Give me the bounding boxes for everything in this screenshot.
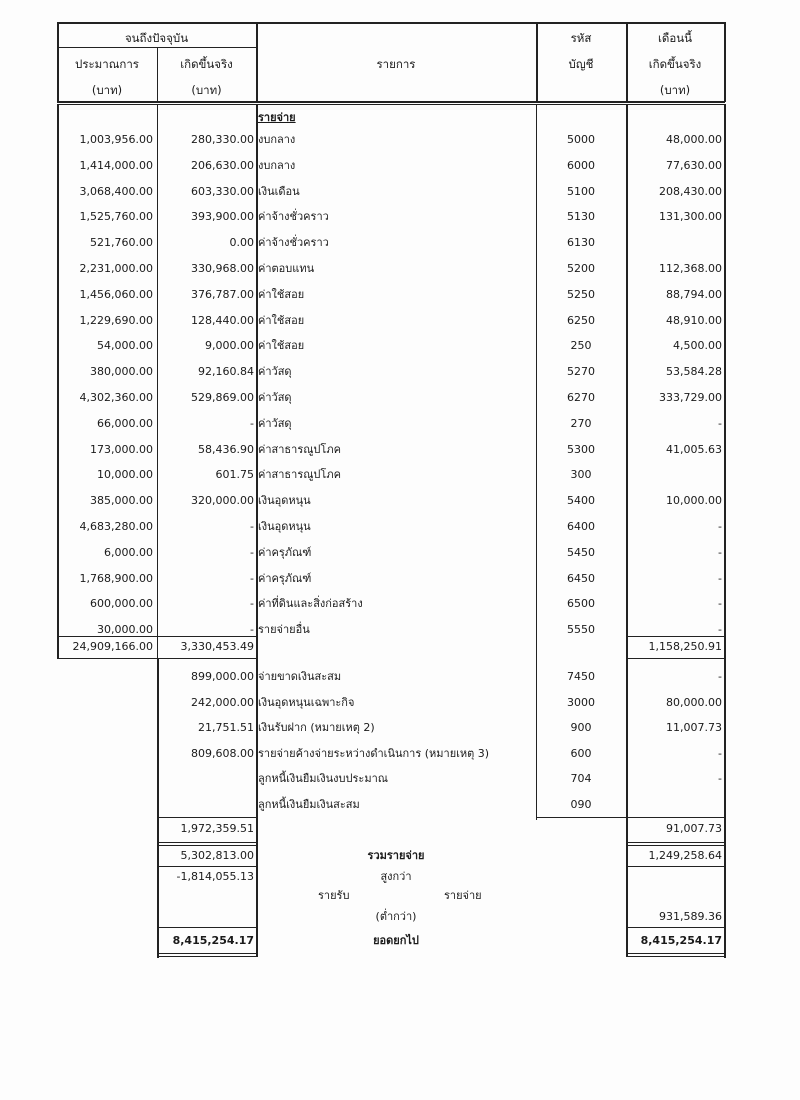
row-item: ค่าจ้างชั่วคราว bbox=[258, 236, 329, 250]
header-items: รายการ bbox=[376, 57, 416, 71]
other-row-actual: 21,751.51 bbox=[198, 721, 254, 734]
total-bottom-line bbox=[626, 866, 725, 867]
row-month: 48,910.00 bbox=[666, 313, 722, 327]
row-month: 10,000.00 bbox=[666, 494, 722, 508]
other-row-code: 600 bbox=[570, 746, 592, 760]
carry-right-border bbox=[724, 927, 726, 957]
header-left-border bbox=[57, 22, 59, 102]
total-top-line bbox=[626, 845, 725, 846]
other-subtotal-bottom-line bbox=[626, 842, 725, 843]
other-subtotal-top-line bbox=[157, 817, 257, 818]
carry-bottom-line-2 bbox=[626, 956, 725, 957]
row-code: 5550 bbox=[567, 623, 595, 637]
carry-bottom-line bbox=[157, 953, 257, 954]
row-month: - bbox=[718, 623, 722, 637]
subtotal-top-line bbox=[626, 636, 725, 637]
header-actual-month: เกิดขึ้นจริง bbox=[648, 57, 702, 71]
carry-month: 8,415,254.17 bbox=[640, 934, 722, 947]
row-code: 6130 bbox=[567, 236, 595, 250]
section-title: รายจ่าย bbox=[258, 111, 296, 124]
other-row-item: จ่ายขาดเงินสะสม bbox=[258, 670, 342, 683]
row-actual: 393,900.00 bbox=[191, 210, 254, 224]
row-month: 112,368.00 bbox=[659, 262, 722, 275]
subtotal-bottom-line bbox=[626, 658, 725, 659]
body-left-border bbox=[57, 104, 59, 658]
row-item: ค่าที่ดินและสิ่งก่อสร้าง bbox=[258, 597, 363, 611]
row-actual: 603,330.00 bbox=[191, 184, 254, 198]
row-month: 131,300.00 bbox=[659, 210, 722, 224]
row-estimate: 30,000.00 bbox=[97, 623, 153, 637]
row-month: 53,584.28 bbox=[666, 365, 722, 379]
row-code: 5130 bbox=[567, 210, 595, 224]
row-estimate: 521,760.00 bbox=[90, 236, 153, 250]
header-col-divider bbox=[256, 22, 258, 102]
row-item: เงินอุดหนุน bbox=[258, 494, 311, 508]
lower-col-divider bbox=[157, 658, 159, 958]
row-code: 5100 bbox=[567, 184, 595, 198]
row-month: - bbox=[718, 520, 722, 533]
row-estimate: 66,000.00 bbox=[97, 416, 153, 430]
row-item: ค่าสาธารณูปโภค bbox=[258, 468, 341, 482]
row-estimate: 10,000.00 bbox=[97, 468, 153, 482]
other-row-month: - bbox=[718, 746, 722, 760]
subtotal-estimate: 24,909,166.00 bbox=[72, 640, 153, 653]
total-month: 1,249,258.64 bbox=[648, 849, 722, 862]
row-actual: 280,330.00 bbox=[191, 133, 254, 146]
row-item: งบกลาง bbox=[258, 158, 296, 172]
row-estimate: 173,000.00 bbox=[90, 442, 153, 456]
other-row-item: ลูกหนี้เงินยืมเงินงบประมาณ bbox=[258, 772, 388, 785]
header-baht-actual: (บาท) bbox=[191, 83, 222, 97]
row-actual: - bbox=[250, 623, 254, 637]
row-item: ค่าใช้สอย bbox=[258, 339, 305, 353]
row-code: 5270 bbox=[567, 365, 595, 379]
other-row-month: - bbox=[718, 772, 722, 785]
row-actual: 9,000.00 bbox=[205, 339, 254, 353]
row-estimate: 600,000.00 bbox=[90, 597, 153, 611]
row-actual: 128,440.00 bbox=[191, 313, 254, 327]
row-month: 41,005.63 bbox=[666, 442, 722, 456]
row-code: 6450 bbox=[567, 571, 595, 585]
row-item: เงินอุดหนุน bbox=[258, 520, 311, 533]
body-col-divider bbox=[626, 104, 628, 820]
header-col-divider bbox=[626, 22, 628, 102]
header-code-line1: รหัส bbox=[570, 31, 592, 45]
other-row-item: ลูกหนี้เงินยืมเงินสะสม bbox=[258, 797, 360, 811]
subtotal-month: 1,158,250.91 bbox=[648, 640, 722, 653]
diff-actual: -1,814,055.13 bbox=[176, 870, 254, 883]
diff-bottom-line bbox=[626, 927, 725, 928]
row-code: 6270 bbox=[567, 391, 595, 404]
row-estimate: 4,302,360.00 bbox=[79, 391, 153, 404]
row-item: ค่าจ้างชั่วคราว bbox=[258, 210, 329, 224]
row-item: ค่าวัสดุ bbox=[258, 416, 292, 430]
row-item: ค่าครุภัณฑ์ bbox=[258, 545, 312, 559]
row-estimate: 1,414,000.00 bbox=[79, 158, 153, 172]
header-to-date: จนถึงปัจจุบัน bbox=[124, 31, 189, 45]
row-actual: - bbox=[250, 571, 254, 585]
row-month: 88,794.00 bbox=[666, 287, 722, 301]
row-actual: 0.00 bbox=[229, 236, 254, 250]
other-subtotal-bottom-line bbox=[157, 842, 257, 843]
header-code-line2: บัญชี bbox=[568, 57, 594, 71]
other-row-item: เงินรับฝาก (หมายเหตุ 2) bbox=[258, 721, 375, 734]
row-item: ค่าวัสดุ bbox=[258, 365, 292, 379]
header-baht-estimate: (บาท) bbox=[91, 83, 123, 97]
row-estimate: 1,456,060.00 bbox=[79, 287, 153, 301]
subtotal-top-line bbox=[57, 636, 257, 637]
row-actual: - bbox=[250, 520, 254, 533]
row-month: 48,000.00 bbox=[666, 133, 722, 146]
carry-actual: 8,415,254.17 bbox=[172, 934, 254, 947]
carry-col-divider bbox=[626, 820, 628, 957]
row-estimate: 1,003,956.00 bbox=[79, 133, 153, 146]
other-row-actual: 242,000.00 bbox=[191, 695, 254, 709]
row-item: ค่าใช้สอย bbox=[258, 287, 305, 301]
other-row-month: 80,000.00 bbox=[666, 695, 722, 709]
row-estimate: 4,683,280.00 bbox=[79, 520, 153, 533]
diff-bottom-line bbox=[157, 927, 257, 928]
header-baht-month: (บาท) bbox=[659, 83, 691, 97]
row-actual: - bbox=[250, 597, 254, 611]
row-item: รายจ่ายอื่น bbox=[258, 623, 310, 637]
row-month: - bbox=[718, 545, 722, 559]
other-row-code: 900 bbox=[570, 721, 592, 734]
row-item: ค่าครุภัณฑ์ bbox=[258, 571, 312, 585]
other-row-actual: 899,000.00 bbox=[191, 670, 254, 683]
body-right-border bbox=[724, 104, 726, 658]
row-item: งบกลาง bbox=[258, 133, 296, 146]
row-actual: 58,436.90 bbox=[198, 442, 254, 456]
header-estimate: ประมาณการ bbox=[75, 57, 139, 71]
row-code: 5000 bbox=[567, 133, 595, 146]
row-month: 77,630.00 bbox=[666, 158, 722, 172]
header-right-border bbox=[724, 22, 726, 102]
row-actual: 206,630.00 bbox=[191, 158, 254, 172]
other-row-code: 3000 bbox=[567, 695, 595, 709]
row-code: 6000 bbox=[567, 158, 595, 172]
other-row-code: 090 bbox=[570, 797, 592, 811]
diff-expense: รายจ่าย bbox=[444, 889, 482, 902]
row-code: 270 bbox=[570, 416, 592, 430]
other-row-code: 704 bbox=[570, 772, 592, 785]
row-month: - bbox=[718, 571, 722, 585]
carry-col-divider bbox=[256, 820, 258, 957]
total-top-line bbox=[157, 845, 257, 846]
row-code: 6500 bbox=[567, 597, 595, 611]
row-month: - bbox=[718, 597, 722, 611]
row-estimate: 1,229,690.00 bbox=[79, 313, 153, 327]
row-month: - bbox=[718, 416, 722, 430]
diff-income: รายรับ bbox=[318, 889, 350, 902]
row-estimate: 380,000.00 bbox=[90, 365, 153, 379]
total-bottom-line bbox=[157, 866, 257, 867]
other-row-actual: 809,608.00 bbox=[191, 746, 254, 760]
row-month: 333,729.00 bbox=[659, 391, 722, 404]
row-estimate: 1,525,760.00 bbox=[79, 210, 153, 224]
row-code: 6400 bbox=[567, 520, 595, 533]
row-actual: 601.75 bbox=[215, 468, 254, 482]
row-actual: 92,160.84 bbox=[198, 365, 254, 379]
carry-label: ยอดยกไป bbox=[373, 934, 419, 947]
diff-higher: สูงกว่า bbox=[380, 870, 412, 883]
row-actual: 330,968.00 bbox=[191, 262, 254, 275]
header-actual: เกิดขึ้นจริง bbox=[180, 57, 233, 71]
other-row-month: - bbox=[718, 670, 722, 683]
row-code: 5400 bbox=[567, 494, 595, 508]
other-subtotal-top-line bbox=[626, 817, 725, 818]
row-estimate: 2,231,000.00 bbox=[79, 262, 153, 275]
header-col-divider bbox=[536, 22, 538, 102]
other-row-code: 7450 bbox=[567, 670, 595, 683]
carry-left-border bbox=[157, 927, 159, 957]
row-code: 5450 bbox=[567, 545, 595, 559]
row-estimate: 54,000.00 bbox=[97, 339, 153, 353]
row-item: ค่าวัสดุ bbox=[258, 391, 292, 404]
carry-bottom-line bbox=[626, 953, 725, 954]
row-estimate: 1,768,900.00 bbox=[79, 571, 153, 585]
row-month: 4,500.00 bbox=[673, 339, 722, 353]
row-actual: 529,869.00 bbox=[191, 391, 254, 404]
body-col-divider bbox=[256, 104, 258, 820]
row-code: 300 bbox=[570, 468, 592, 482]
other-row-month: 11,007.73 bbox=[666, 721, 722, 734]
row-estimate: 6,000.00 bbox=[104, 545, 153, 559]
other-row-item: เงินอุดหนุนเฉพาะกิจ bbox=[258, 695, 355, 709]
row-item: ค่าสาธารณูปโภค bbox=[258, 442, 341, 456]
other-subtotal-top-line bbox=[536, 817, 627, 818]
row-estimate: 385,000.00 bbox=[90, 494, 153, 508]
header-col-divider bbox=[157, 47, 158, 102]
diff-lower: (ต่ำกว่า) bbox=[375, 910, 417, 923]
row-actual: - bbox=[250, 545, 254, 559]
row-actual: - bbox=[250, 416, 254, 430]
carry-bottom-line-2 bbox=[157, 956, 257, 957]
body-col-divider bbox=[536, 104, 537, 820]
row-item: เงินเดือน bbox=[258, 184, 300, 198]
total-label: รวมรายจ่าย bbox=[367, 849, 425, 862]
row-code: 6250 bbox=[567, 313, 595, 327]
other-row-item: รายจ่ายค้างจ่ายระหว่างดำเนินการ (หมายเหตุ 3) bbox=[258, 746, 490, 760]
row-code: 5200 bbox=[567, 262, 595, 275]
row-item: ค่าใช้สอย bbox=[258, 313, 305, 327]
row-code: 5300 bbox=[567, 442, 595, 456]
row-code: 250 bbox=[570, 339, 592, 353]
row-month: 208,430.00 bbox=[659, 184, 722, 198]
diff-month: 931,589.36 bbox=[659, 910, 722, 923]
row-item: ค่าตอบแทน bbox=[258, 262, 315, 275]
row-actual: 320,000.00 bbox=[191, 494, 254, 508]
row-code: 5250 bbox=[567, 287, 595, 301]
other-subtotal-month: 91,007.73 bbox=[666, 822, 722, 835]
header-top-line bbox=[57, 22, 725, 24]
row-actual: 376,787.00 bbox=[191, 287, 254, 301]
body-col-divider bbox=[157, 104, 158, 658]
lower-right-border bbox=[724, 658, 726, 958]
header-this-month: เดือนนี้ bbox=[657, 31, 693, 45]
total-actual: 5,302,813.00 bbox=[180, 849, 254, 862]
subtotal-actual: 3,330,453.49 bbox=[180, 640, 254, 653]
other-subtotal-actual: 1,972,359.51 bbox=[180, 822, 254, 835]
row-estimate: 3,068,400.00 bbox=[79, 184, 153, 198]
